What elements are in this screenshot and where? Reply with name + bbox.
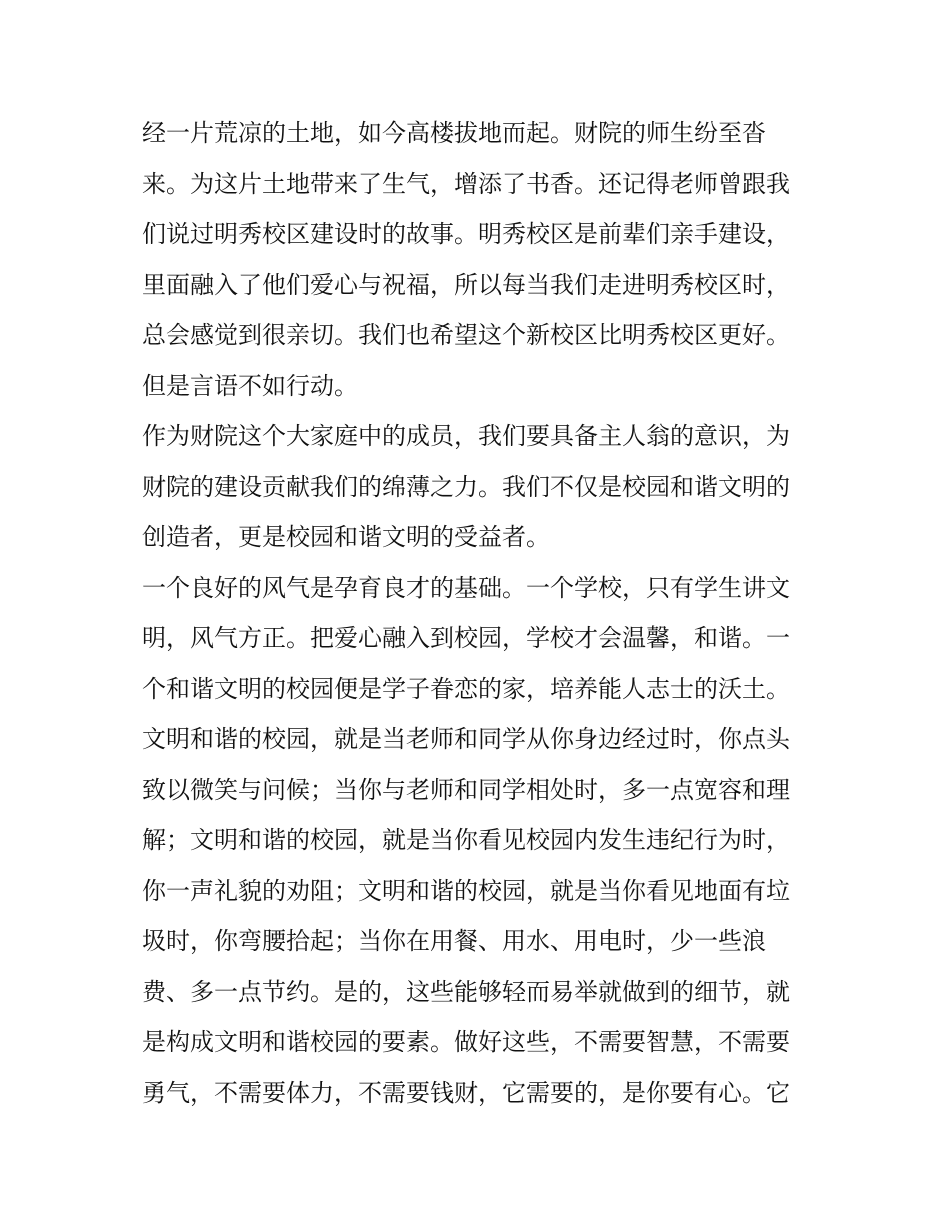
text-line: 一个良好的风气是孕育良才的基础。一个学校，只有学生讲文 [142,573,790,602]
text-line: 你一声礼貌的劝阻；文明和谐的校园，就是当你看见地面有垃 [142,876,790,905]
text-line: 个和谐文明的校园便是学子眷恋的家，培养能人志士的沃土。 [142,674,790,703]
text-line: 里面融入了他们爱心与祝福，所以每当我们走进明秀校区时， [142,270,790,299]
text-line: 经一片荒凉的土地，如今高楼拔地而起。财院的师生纷至沓 [142,119,766,147]
text-line: 费、多一点节约。是的，这些能够轻而易举就做到的细节，就 [142,977,790,1006]
text-line: 致以微笑与问候；当你与老师和同学相处时，多一点宽容和理 [142,775,790,804]
text-line: 文明和谐的校园，就是当老师和同学从你身边经过时，你点头 [142,725,790,753]
text-line: 是构成文明和谐校园的要素。做好这些，不需要智慧，不需要 [142,1028,790,1056]
text-line: 但是言语不如行动。 [142,371,358,400]
text-line: 财院的建设贡献我们的绵薄之力。我们不仅是校园和谐文明的 [142,472,790,501]
text-line: 总会感觉到很亲切。我们也希望这个新校区比明秀校区更好。 [142,321,790,349]
text-line: 明，风气方正。把爱心融入到校园，学校才会温馨，和谐。一 [142,624,790,652]
text-line: 来。为这片土地带来了生气，增添了书香。还记得老师曾跟我 [142,169,790,198]
text-line: 圾时，你弯腰拾起；当你在用餐、用水、用电时，少一些浪 [142,927,766,955]
text-line: 创造者，更是校园和谐文明的受益者。 [142,523,550,551]
text-line: 解；文明和谐的校园，就是当你看见校园内发生违纪行为时， [142,826,790,854]
body-text [142,108,822,1118]
text-line: 们说过明秀校区建设时的故事。明秀校区是前辈们亲手建设， [142,220,790,248]
text-line: 作为财院这个大家庭中的成员，我们要具备主人翁的意识，为 [142,422,790,450]
text-line: 勇气，不需要体力，不需要钱财，它需要的，是你要有心。它 [142,1078,790,1107]
